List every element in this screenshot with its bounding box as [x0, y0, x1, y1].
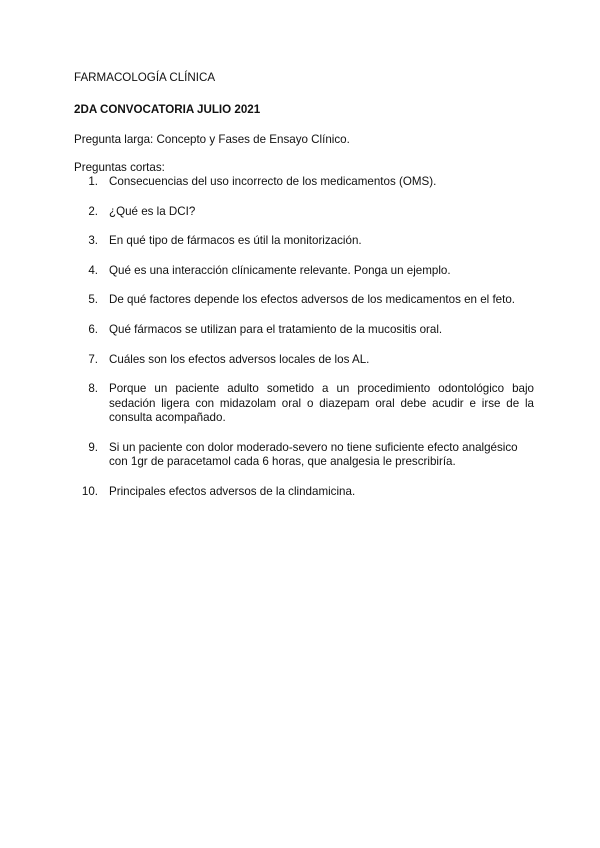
question-item: [74, 205, 534, 219]
question-item: [74, 264, 534, 278]
exam-title: 2DA CONVOCATORIA JULIO 2021: [74, 103, 261, 116]
question-number: 1.: [88, 175, 98, 188]
question-item: [74, 441, 534, 470]
question-text: ¿Qué es la DCI?: [109, 204, 196, 218]
question-item: [74, 175, 534, 189]
question-text: Cuáles son los efectos adversos locales de los AL.: [109, 352, 370, 366]
question-number: 8.: [88, 382, 98, 396]
question-number: 2.: [88, 204, 98, 218]
question-item: [74, 382, 534, 425]
question-number: 4.: [88, 263, 98, 277]
question-text: Principales efectos adversos de la clindamicina.: [109, 484, 356, 498]
question-text: Porque un paciente adulto sometido a un procedimiento odontológico bajo sedación ligera con midazolam oral o diazepam oral debe acudir e irse de la consulta acompañado.: [109, 382, 534, 424]
question-text: En qué tipo de fármacos es útil la monitorización.: [109, 234, 362, 248]
question-number: 10.: [81, 484, 98, 498]
question-number: 7.: [88, 352, 98, 366]
question-number: 5.: [88, 293, 98, 307]
short-questions-heading: Preguntas cortas:: [74, 161, 165, 174]
question-text: De qué factores depende los efectos adversos de los medicamentos en el feto.: [109, 293, 516, 307]
short-questions-list: [74, 175, 534, 514]
long-question: Pregunta larga: Concepto y Fases de Ensayo Clínico.: [74, 133, 350, 146]
question-item: [74, 323, 534, 337]
question-item: [74, 485, 534, 499]
question-number: 6.: [88, 322, 98, 336]
question-number: 9.: [88, 440, 98, 454]
question-item: [74, 353, 534, 367]
question-text: Qué fármacos se utilizan para el tratamiento de la mucositis oral.: [109, 322, 443, 336]
subject-heading: FARMACOLOGÍA CLÍNICA: [74, 71, 216, 84]
question-number: 3.: [88, 234, 98, 248]
question-text: Consecuencias del uso incorrecto de los medicamentos (OMS).: [109, 175, 437, 188]
question-text: Qué es una interacción clínicamente relevante. Ponga un ejemplo.: [109, 263, 451, 277]
question-item: [74, 234, 534, 248]
question-item: [74, 293, 534, 307]
question-text: Si un paciente con dolor moderado-severo no tiene suficiente efecto analgésico con 1gr de paracetamol cada 6 horas, que analgesia le prescribiría.: [109, 440, 518, 468]
